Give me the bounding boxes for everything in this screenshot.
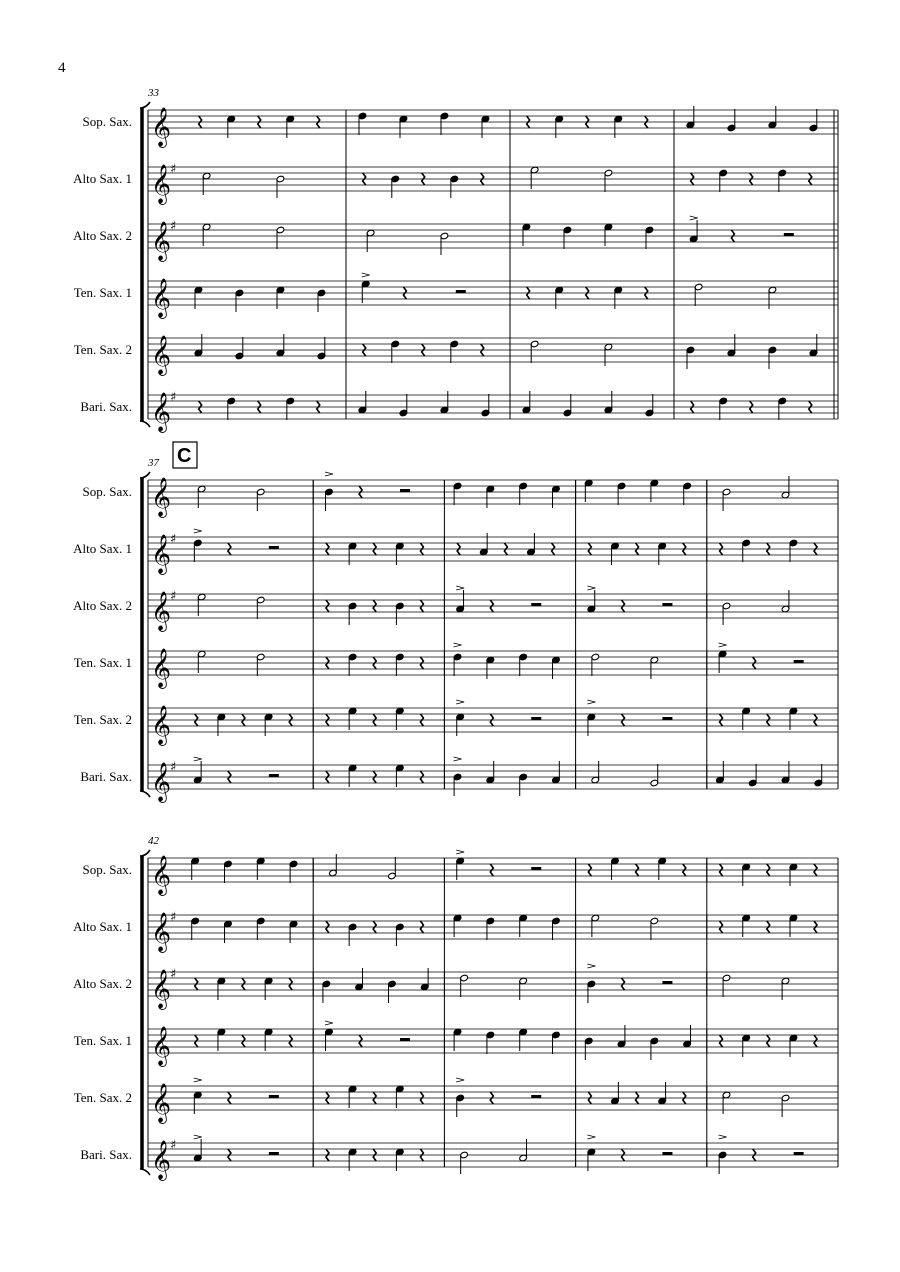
staff — [74, 334, 838, 376]
treble-clef-icon: 𝄞 — [151, 392, 172, 432]
score-system — [73, 87, 838, 433]
staff — [73, 586, 838, 632]
measure — [193, 757, 313, 789]
key-signature-sharp: ♯ — [170, 219, 177, 234]
instrument-label: Ten. Sax. 2 — [73, 342, 132, 357]
half-rest — [662, 981, 672, 984]
instrument-label: Alto Sax. 2 — [73, 976, 132, 991]
treble-clef-icon: 𝄞 — [151, 855, 172, 895]
measure — [453, 757, 575, 796]
instrument-label: Sop. Sax. — [82, 484, 132, 499]
treble-clef-icon: 𝄞 — [151, 1083, 172, 1123]
measure — [322, 968, 444, 1003]
measure — [366, 224, 510, 255]
measure — [325, 472, 445, 511]
treble-clef-icon: 𝄞 — [151, 705, 172, 745]
measure — [361, 273, 510, 305]
half-rest — [269, 1152, 279, 1155]
treble-clef-icon: 𝄞 — [151, 534, 172, 574]
measure — [691, 395, 838, 420]
measure — [326, 915, 444, 946]
measure — [456, 1078, 576, 1117]
treble-clef-icon: 𝄞 — [151, 278, 172, 318]
instrument-label: Alto Sax. 2 — [73, 228, 132, 243]
measure — [193, 1135, 313, 1167]
score-systems — [73, 87, 838, 1181]
accent-mark — [690, 216, 698, 220]
accent-mark — [456, 1078, 464, 1082]
key-signature-sharp: ♯ — [170, 532, 177, 547]
half-rest — [794, 660, 804, 663]
half-rest — [531, 603, 541, 606]
measure — [453, 643, 575, 679]
staff — [83, 472, 838, 518]
staff — [74, 643, 838, 689]
instrument-label: Alto Sax. 1 — [73, 171, 132, 186]
staff — [83, 850, 838, 896]
measure — [587, 964, 707, 1003]
measure-number: 37 — [148, 457, 159, 469]
accent-mark — [325, 1021, 333, 1025]
bracket-hook — [140, 850, 150, 856]
instrument-label: Alto Sax. 1 — [73, 919, 132, 934]
score-system — [73, 835, 838, 1181]
measure — [193, 1078, 313, 1114]
measure — [587, 1135, 707, 1171]
measure — [718, 1135, 838, 1174]
measure-number: 42 — [148, 835, 159, 847]
accent-mark — [194, 757, 202, 761]
half-rest — [269, 546, 279, 549]
accent-mark — [194, 529, 202, 533]
page-number: 4 — [58, 60, 66, 76]
key-signature-sharp: ♯ — [170, 967, 177, 982]
staff — [73, 964, 838, 1010]
key-signature-sharp: ♯ — [170, 589, 177, 604]
treble-clef-icon: 𝄞 — [151, 164, 172, 204]
accent-mark — [587, 586, 595, 590]
bracket-hook — [140, 1169, 150, 1175]
measure — [456, 700, 576, 736]
key-signature-sharp: ♯ — [170, 162, 177, 177]
rehearsal-mark: C — [177, 445, 192, 467]
treble-clef-icon: 𝄞 — [151, 969, 172, 1009]
staff — [73, 529, 838, 575]
measure — [584, 1025, 706, 1060]
key-signature-sharp: ♯ — [170, 1138, 177, 1153]
measure — [720, 537, 838, 562]
staff — [80, 390, 838, 433]
staff — [74, 1021, 838, 1067]
measure — [199, 395, 346, 420]
half-rest — [269, 774, 279, 777]
instrument-label: Ten. Sax. 2 — [73, 1090, 132, 1105]
measure — [460, 1139, 576, 1174]
accent-mark — [587, 964, 595, 968]
treble-clef-icon: 𝄞 — [151, 1026, 172, 1066]
treble-clef-icon: 𝄞 — [151, 477, 172, 517]
accent-mark — [719, 1135, 727, 1139]
measure — [456, 850, 576, 882]
instrument-label: Sop. Sax. — [82, 114, 132, 129]
measure — [686, 334, 838, 369]
half-rest — [269, 1095, 279, 1098]
measure — [722, 476, 838, 511]
key-signature-sharp: ♯ — [170, 390, 177, 405]
measure — [202, 167, 346, 198]
accent-mark — [587, 700, 595, 704]
treble-clef-icon: 𝄞 — [151, 591, 172, 631]
staff — [73, 910, 838, 953]
treble-clef-icon: 𝄞 — [151, 221, 172, 261]
measure — [718, 643, 838, 675]
accent-mark — [325, 472, 333, 476]
measure — [689, 216, 838, 248]
key-signature-sharp: ♯ — [170, 910, 177, 925]
treble-clef-icon: 𝄞 — [151, 648, 172, 688]
instrument-label: Alto Sax. 2 — [73, 598, 132, 613]
treble-clef-icon: 𝄞 — [151, 335, 172, 375]
score-system — [73, 442, 838, 803]
staff — [74, 273, 838, 319]
half-rest — [784, 233, 794, 236]
bracket-hook — [140, 421, 150, 427]
key-signature-sharp: ♯ — [170, 760, 177, 775]
measure — [587, 700, 707, 736]
instrument-label: Bari. Sax. — [80, 399, 132, 414]
accent-mark — [719, 643, 727, 647]
accent-mark — [587, 1135, 595, 1139]
measure-number: 33 — [148, 87, 159, 99]
bracket-hook — [140, 791, 150, 797]
measure — [722, 590, 838, 625]
treble-clef-icon: 𝄞 — [151, 1140, 172, 1180]
measure — [691, 167, 838, 192]
measure — [587, 586, 707, 618]
staff — [80, 757, 838, 803]
measure — [194, 281, 346, 312]
instrument-label: Ten. Sax. 1 — [73, 285, 132, 300]
instrument-label: Ten. Sax. 1 — [73, 1033, 132, 1048]
treble-clef-icon: 𝄞 — [151, 107, 172, 147]
instrument-label: Bari. Sax. — [80, 1147, 132, 1162]
staff — [73, 216, 838, 262]
half-rest — [794, 1152, 804, 1155]
measure — [363, 167, 510, 198]
measure — [326, 651, 444, 676]
half-rest — [662, 1152, 672, 1155]
half-rest — [531, 1095, 541, 1098]
instrument-label: Sop. Sax. — [82, 862, 132, 877]
measure — [363, 338, 510, 363]
instrument-label: Bari. Sax. — [80, 769, 132, 784]
treble-clef-icon: 𝄞 — [151, 912, 172, 952]
half-rest — [531, 867, 541, 870]
accent-mark — [456, 700, 464, 704]
measure — [456, 586, 576, 618]
half-rest — [531, 717, 541, 720]
instrument-label: Ten. Sax. 2 — [73, 712, 132, 727]
accent-mark — [362, 273, 370, 277]
accent-mark — [194, 1078, 202, 1082]
treble-clef-icon: 𝄞 — [151, 762, 172, 802]
bracket-hook — [140, 472, 150, 478]
staff — [80, 1135, 838, 1181]
staff — [74, 700, 838, 746]
measure — [197, 480, 313, 511]
half-rest — [400, 489, 410, 492]
half-rest — [400, 1038, 410, 1041]
instrument-label: Alto Sax. 1 — [73, 541, 132, 556]
accent-mark — [454, 643, 462, 647]
accent-mark — [454, 757, 462, 761]
measure — [326, 594, 444, 625]
half-rest — [456, 290, 466, 293]
bracket-hook — [140, 102, 150, 108]
accent-mark — [456, 850, 464, 854]
staff — [73, 162, 838, 205]
half-rest — [662, 717, 672, 720]
measure — [325, 1021, 445, 1053]
staff — [83, 106, 838, 148]
staff — [74, 1078, 838, 1124]
measure — [722, 1086, 838, 1117]
half-rest — [662, 603, 672, 606]
instrument-label: Ten. Sax. 1 — [73, 655, 132, 670]
accent-mark — [194, 1135, 202, 1139]
accent-mark — [456, 586, 464, 590]
measure — [193, 529, 313, 562]
